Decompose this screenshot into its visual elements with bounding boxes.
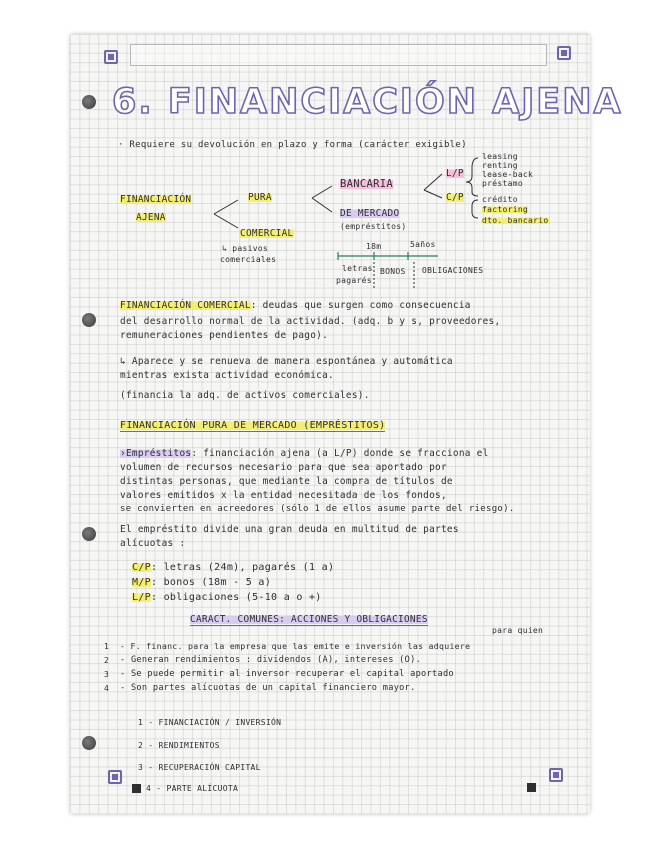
subtitle: · Requiere su devolución en plazo y forma (carácter exigible) bbox=[118, 140, 467, 150]
mercado-p6: El empréstito divide una gran deuda en multitud de partes bbox=[120, 524, 459, 535]
corner-marker-icon bbox=[108, 770, 122, 784]
corner-square-icon bbox=[527, 783, 536, 792]
diagram-node-pura: PURA bbox=[248, 192, 272, 203]
lp-item: préstamo bbox=[482, 179, 523, 188]
binder-hole-icon bbox=[82, 313, 96, 327]
caract-item: - F. financ. para la empresa que las emite e inversión las adquiere bbox=[120, 641, 471, 651]
diagram-node-lp: L/P bbox=[446, 168, 464, 179]
caract-number: 2 bbox=[104, 656, 110, 665]
term-mp-row bbox=[132, 577, 271, 588]
diagram-root-line2: AJENA bbox=[136, 212, 166, 223]
term-lp-text: : obligaciones (5-10 a o +) bbox=[150, 592, 322, 603]
timeline-col-obligaciones: OBLIGACIONES bbox=[422, 266, 484, 275]
mercado-p7: alícuotas : bbox=[120, 538, 186, 549]
mercado-p1 bbox=[120, 448, 489, 459]
timeline-col-pagares: pagarés bbox=[336, 276, 372, 285]
summary-item: 4 - PARTE ALÍCUOTA bbox=[146, 784, 239, 793]
cp-item: crédito bbox=[482, 195, 518, 204]
term-cp-text: : letras (24m), pagarés (1 a) bbox=[150, 562, 335, 573]
emprestitos-term: ›Empréstitos bbox=[120, 448, 192, 459]
lp-item: leasing bbox=[482, 152, 518, 161]
diagram-node-mercado: DE MERCADO bbox=[340, 208, 400, 219]
mercado-heading: FINANCIACIÓN PURA DE MERCADO (EMPRÉSTITOS) bbox=[120, 420, 386, 431]
summary-item: 1 - FINANCIACIÓN / INVERSIÓN bbox=[138, 718, 282, 727]
diagram-root: FINANCIACIÓN bbox=[120, 194, 192, 205]
diagram-pasivos: ↳ pasivos bbox=[222, 244, 269, 253]
comercial-definition: : deudas que surgen como consecuencia bbox=[250, 300, 471, 311]
term-mp-label: M/P bbox=[132, 577, 151, 588]
caract-number: 4 bbox=[104, 684, 110, 693]
lp-item: renting bbox=[482, 161, 518, 170]
diagram-node-cp: C/P bbox=[446, 192, 464, 203]
caract-item: - Se puede permitir al inversor recuperar el capital aportado bbox=[120, 669, 454, 679]
emprestitos-definition: : financiación ajena (a L/P) donde se fracciona el bbox=[191, 448, 489, 459]
binder-hole-icon bbox=[82, 736, 96, 750]
caract-heading: CARACT. COMUNES: ACCIONES Y OBLIGACIONES bbox=[190, 614, 428, 625]
cp-item: dto. bancario bbox=[482, 216, 549, 225]
caract-item: - Generan rendimientos : dividendos (A), intereses (O). bbox=[120, 655, 422, 665]
term-lp-label: L/P bbox=[132, 592, 151, 603]
term-lp-row bbox=[132, 592, 322, 603]
term-mp-text: : bonos (18m - 5 a) bbox=[150, 577, 272, 588]
diagram-pasivos-line2: comerciales bbox=[220, 255, 277, 264]
diagram-node-mercado-line2: (empréstitos) bbox=[340, 222, 407, 231]
caract-note: para quien bbox=[492, 626, 544, 635]
header-box bbox=[130, 44, 547, 66]
lp-item: lease-back bbox=[482, 170, 534, 179]
mercado-p5: se convierten en acreedores (sólo 1 de ellos asume parte del riesgo). bbox=[120, 504, 515, 514]
caract-item: - Son partes alícuotas de un capital financiero mayor. bbox=[120, 683, 416, 693]
comercial-line3: remuneraciones pendientes de pago). bbox=[120, 330, 329, 341]
summary-item: 2 - RENDIMIENTOS bbox=[138, 741, 220, 750]
comercial-line4: ↳ Aparece y se renueva de manera espontánea y automática bbox=[120, 356, 453, 367]
comercial-line5: mientras exista actividad económica. bbox=[120, 370, 334, 381]
caract-number: 1 bbox=[104, 642, 110, 651]
diagram-node-bancaria: BANCARIA bbox=[340, 178, 393, 190]
mercado-p2: volumen de recursos necesario para que sea aportado por bbox=[120, 462, 447, 473]
page-title: 6. FINANCIACIÓN AJENA bbox=[112, 82, 623, 122]
mercado-p3: distintas personas, que mediante la compra de títulos de bbox=[120, 476, 453, 487]
comercial-line1 bbox=[120, 300, 471, 311]
timeline-col-bonos: BONOS bbox=[380, 267, 406, 276]
timeline-label-5y: 5años bbox=[410, 240, 436, 249]
cp-item: factoring bbox=[482, 205, 529, 214]
term-cp-row bbox=[132, 562, 334, 573]
corner-marker-icon bbox=[104, 50, 118, 64]
comercial-heading: FINANCIACIÓN COMERCIAL bbox=[120, 300, 251, 311]
comercial-line2: del desarrollo normal de la actividad. (adq. b y s, proveedores, bbox=[120, 316, 501, 327]
term-cp-label: C/P bbox=[132, 562, 151, 573]
summary-item: 3 - RECUPERACIÓN CAPITAL bbox=[138, 763, 261, 772]
timeline-label-18m: 18m bbox=[366, 242, 382, 251]
corner-square-icon bbox=[132, 784, 141, 793]
corner-marker-icon bbox=[557, 46, 571, 60]
diagram-node-comercial: COMERCIAL bbox=[240, 228, 294, 239]
binder-hole-icon bbox=[82, 527, 96, 541]
mercado-p4: valores emitidos x la entidad necesitada de los fondos, bbox=[120, 490, 447, 501]
corner-marker-icon bbox=[549, 768, 563, 782]
binder-hole-icon bbox=[82, 95, 96, 109]
page-background bbox=[0, 0, 68, 848]
timeline-col-letras: letras bbox=[342, 264, 373, 273]
caract-number: 3 bbox=[104, 670, 110, 679]
comercial-line6: (financia la adq. de activos comerciales). bbox=[120, 390, 370, 401]
